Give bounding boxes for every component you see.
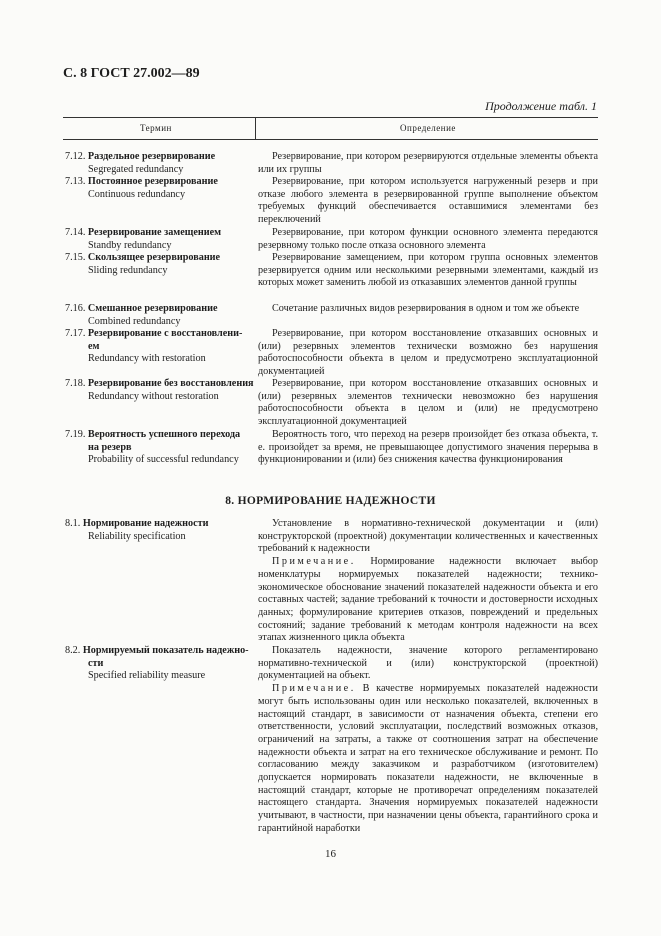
term-number: 7.14. bbox=[65, 227, 86, 238]
definition-text: Резервирование, при котором функции основного элемента передаются резервному только после отказа основного элемента bbox=[258, 227, 598, 251]
definition-7-16 bbox=[258, 303, 598, 316]
term-number: 7.19. bbox=[65, 429, 86, 440]
definition-text: Вероятность того, что переход на резерв произойдет без отказа объекта, т. е. произойдет за время, не превышающее допустимого значения перерыва в функционировании и (или) без снижения качества функционирования bbox=[258, 429, 598, 466]
definition-7-15 bbox=[258, 252, 598, 290]
definition-text: Резервирование, при котором используется нагруженный резерв и при отказе любого элемента в резервированной группе выполнение объектом требуемых функций обеспечивается оставшимися элементами без переключений bbox=[258, 176, 598, 226]
table-header-rule bbox=[63, 139, 598, 140]
definition-7-18 bbox=[258, 378, 598, 429]
term-russian: Раздельное резервирование bbox=[87, 151, 216, 162]
term-russian: Постоянное резервирование bbox=[87, 176, 218, 187]
term-7-14 bbox=[65, 227, 255, 252]
term-7-19 bbox=[65, 429, 255, 467]
term-7-18 bbox=[65, 378, 255, 403]
column-divider bbox=[255, 117, 256, 139]
term-russian: Резервирование замещением bbox=[87, 227, 222, 238]
definition-7-19 bbox=[258, 429, 598, 467]
page-number: 16 bbox=[325, 848, 336, 860]
term-russian: Нормирование надежности bbox=[82, 518, 209, 529]
definition-7-13 bbox=[258, 176, 598, 227]
term-english: Reliability specification bbox=[88, 530, 186, 542]
term-number: 7.13. bbox=[65, 176, 86, 187]
term-7-17 bbox=[65, 328, 255, 366]
term-english: Redundancy with restoration bbox=[88, 353, 206, 365]
definition-text: Резервирование, при котором восстановление отказавших основных и (или) резервных элементов технически невозможно без нарушения работоспособности объекта в целом и (или) не предусмотрено эксплуатационной документацией bbox=[258, 378, 598, 428]
term-number: 8.2. bbox=[65, 645, 81, 656]
term-number: 8.1. bbox=[65, 518, 81, 529]
term-number: 7.17. bbox=[65, 328, 86, 339]
note-label: Примечание. bbox=[272, 683, 356, 695]
definition-8-1 bbox=[258, 518, 598, 645]
definition-note bbox=[258, 556, 598, 645]
term-7-12 bbox=[65, 151, 255, 176]
term-number: 7.12. bbox=[65, 151, 86, 162]
term-number: 7.18. bbox=[65, 378, 86, 389]
term-english: Sliding redundancy bbox=[88, 264, 168, 276]
term-russian: Нормируемый показатель надежно- bbox=[82, 645, 249, 656]
term-russian-continued: сти bbox=[88, 657, 104, 669]
term-russian: Смешанное резервирование bbox=[87, 303, 218, 314]
table-continuation-label: Продолжение табл. 1 bbox=[485, 99, 597, 113]
definition-text: Установление в нормативно-технической документации и (или) конструкторской (проектной) документации количественных и качественных требований к надежности bbox=[258, 518, 598, 555]
section-heading: 8. НОРМИРОВАНИЕ НАДЕЖНОСТИ bbox=[225, 495, 436, 507]
note-text: В качестве нормируемых показателей надежности могут быть использованы один или несколько показателей, включенных в настоящий стандарт, в зависимости от назначения объекта, степени его ответственности, условий эксплуатации, последствий возможных отказов, ограничений на затраты, а также от соотношения затрат на обеспечение надежности объекта и затрат на его техническое обслуживание и ремонт. По согласованию между заказчиком и разработчиком (изготовителем) допускается нормировать показатели надежности, не включенные в настоящий стандарт, которые не противоречат определениям показателей настоящего стандарта. Значения нормируемых показателей надежности учитывают, в частности, при назначении цены объекта, гарантийного срока и гарантийной наработки bbox=[258, 683, 598, 834]
term-english: Redundancy without restoration bbox=[88, 390, 219, 402]
definition-text: Резервирование замещением, при котором группа основных элементов резервируется одним или несколькими резервными элементами, каждый из которых может заменить любой из отказавших элементов данной группы bbox=[258, 252, 598, 289]
definition-8-2 bbox=[258, 645, 598, 836]
term-7-15 bbox=[65, 252, 255, 277]
term-english: Probability of successful redundancy bbox=[88, 454, 239, 466]
column-header-term: Термин bbox=[140, 123, 172, 133]
definition-text: Показатель надежности, значение которого регламентировано нормативно-технической и (или) конструкторской (проектной) документацией на объект. bbox=[258, 645, 598, 682]
definition-7-14 bbox=[258, 227, 598, 252]
term-russian-continued: ем bbox=[88, 340, 100, 352]
term-8-2 bbox=[65, 645, 255, 683]
term-russian: Резервирование с восстановлени- bbox=[87, 328, 243, 339]
term-7-13 bbox=[65, 176, 255, 201]
term-7-16 bbox=[65, 303, 255, 328]
definition-text: Резервирование, при котором восстановление отказавших основных и (или) резервных элементов технически возможно без нарушения работоспособности объекта в целом и предусмотрено эксплуатационной документацией bbox=[258, 328, 598, 378]
definition-7-12 bbox=[258, 151, 598, 176]
column-header-definition: Определение bbox=[400, 123, 456, 133]
term-english: Standby redundancy bbox=[88, 239, 172, 251]
definition-text: Сочетание различных видов резервирования в одном и том же объекте bbox=[272, 303, 580, 314]
term-russian-continued: на резерв bbox=[88, 441, 132, 453]
term-english: Specified reliability measure bbox=[88, 670, 206, 682]
definition-text: Резервирование, при котором резервируются отдельные элементы объекта или их группы bbox=[258, 151, 598, 175]
definition-note bbox=[258, 683, 598, 835]
term-english: Segregated redundancy bbox=[88, 163, 184, 175]
note-label: Примечание. bbox=[272, 556, 356, 568]
term-russian: Резервирование без восстановления bbox=[87, 378, 254, 389]
term-8-1 bbox=[65, 518, 255, 543]
term-russian: Вероятность успешного перехода bbox=[87, 429, 241, 440]
term-english: Combined redundancy bbox=[88, 315, 181, 327]
note-text: Нормирование надежности включает выбор номенклатуры нормируемых показателей надежности; технико-экономическое обоснование значений показателей надежности объекта и его составных частей; задание требований к точности и достоверности исходных данных; формулирование критериев отказов, повреждений и предельных состояний; задание требований к методам контроля надежности на всех этапах жизненного цикла объекта bbox=[258, 556, 598, 644]
definition-7-17 bbox=[258, 328, 598, 379]
term-number: 7.15. bbox=[65, 252, 86, 263]
table-top-rule bbox=[63, 117, 598, 118]
page-header: С. 8 ГОСТ 27.002—89 bbox=[63, 66, 200, 81]
term-english: Continuous redundancy bbox=[88, 188, 186, 200]
term-russian: Скользящее резервирование bbox=[87, 252, 221, 263]
term-number: 7.16. bbox=[65, 303, 86, 314]
